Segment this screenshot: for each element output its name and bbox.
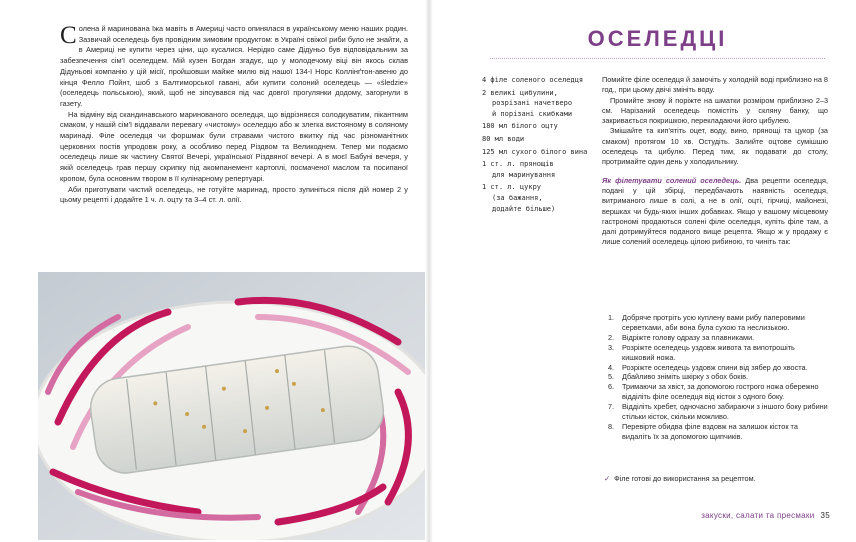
list-item: 8. Перевірте обидва філе вздовж на залишок кісток та видаліть їх за допомогою щипчиків. xyxy=(608,421,798,441)
fillet-paragraph: Як філетувати солений оселедець. Два рецепти оселедця, подані у цій збірці, передбачають наявність оселедця, витриманого лише в солі, а не в олії, оцті, гірчиці, майонезі, вершках чи будь-яких інших добавках. Якщо у вашому місцевому гастрономі продаються солені філе оселедця, купіть філе там, а далі дотримуйтеся поданого вище рецепта. Якщо ж у продажу є лише солений оселедець цілою рибиною, то чиніть так: xyxy=(602,175,828,247)
fillet-label: Як філетувати солений оселедець. xyxy=(602,175,742,185)
page-footer xyxy=(670,511,830,520)
list-item: 4. Розріжте оселедець уздовж спини від зябер до хвоста. xyxy=(608,362,808,372)
method-step-slice: Промийте знову й поріжте на шматки розміром приблизно 2–3 см. Нарізаний оселедець помістіть у скляну банку, що закривається покришкою, перекладаючи його цибулею. xyxy=(602,95,828,126)
intro-paragraph-3: Аби приготувати чистий оселедець, не готуйте маринад, просто зупиніться після дій номер 2 у цьому рецепті і додайте 1 ч. л. оцту та 3–4 ст. л. олії. xyxy=(60,184,408,205)
ingredient-item: 125 мл сухого білого вина xyxy=(482,147,588,156)
list-item: 2. Відріжте голову одразу за плавниками. xyxy=(608,332,755,342)
intro-paragraph-2: На відміну від скандинавського маринованого оселедця, що відрізняєся солодкуватим, пікантним смаком, у нашій сім'ї віддавали перевагу «чистому» оселедцю або ж злегка вистояному в соляному маринаді. Філе оселедця чи форшмак були стравами чистого вжитку під час різноманітних церковних постів упродовж року, а особливо перед Різдвом та Великоднем. Тепер ми подаємо оселедець лише як частину Святої Вечері, української Різдвяної вечері. А в моєї Бабуні вечеря, у якій оселедець грав першу скрипку під акомпанемент картоплі, посмаченої маслом та посипаної кропом, була основним твором в її кулінарному репертуарі. xyxy=(60,109,408,183)
list-item: 3. Розріжте оселедець уздовж живота та випотрошіть кишковий ножа. xyxy=(608,342,795,362)
ingredient-item: 1 ст. л. цукру (за бажання, додайте більше) xyxy=(482,183,556,213)
ingredients-list xyxy=(482,75,590,216)
page-number: 35 xyxy=(820,511,830,520)
ingredient-item: 180 мл білого оцту xyxy=(482,122,558,131)
herring-illustration xyxy=(38,272,428,540)
drop-cap: С xyxy=(60,22,77,49)
list-item: 1. Добряче протріть усю куплену вами рибу паперовими серветками, аби вона була сухою та неслизькою. xyxy=(608,313,805,332)
book-gutter xyxy=(425,0,433,542)
list-item: 5. Дбайливо зніміть шкірку з обох боків. xyxy=(608,372,748,382)
checkmark-icon: ✓ xyxy=(604,474,611,483)
method-text xyxy=(602,75,828,248)
method-step-soak: Помийте філе оселедця й замочіть у холодній воді приблизно на 8 год., при цьому двічі змініть воду. xyxy=(602,75,828,95)
intro-paragraph-1: Солена й маринована їжа мавіть в Америці часто опинялася в українському меню наших родин. Зазвичай оселедець був провідним зимовим продуктом: в Україні свіжої риби було не знайти, а в Америці не купити через ціни, що кусалися. Нерідко саме Дідуньо був відповідальним за забезпечення сім'ї оселедцем. Мій кузен Богдан згадує, що у молодечому віці він якось склав Дідуньові компанію у цій місії, пройшовши майже милю від нашої 134-ї Норс Коллінґтон-авеню до кінця Фелло Пойнт, шоб з Балтиморської гавані, аби купити солоний оселедець — «śledzie» (оселедець польською), який, щоб не зіпсувався під час довгої прогулянки додому, загорнули в газету. xyxy=(60,22,408,108)
final-note: ✓ Філе готові до використання за рецептом. xyxy=(604,474,756,483)
ingredient-item: 2 великі цибулини, розрізані начетверо й порізані скибками xyxy=(482,88,573,118)
title-divider xyxy=(490,58,825,59)
section-name: закуски, салати та пресмаки xyxy=(701,511,815,520)
list-item: 6. Тримаючи за хвіст, за допомогою гострого ножа обережно відділіть філе оселедця від кісток з одного боку. xyxy=(608,382,819,402)
ingredient-item: 4 філе соленого оселедця xyxy=(482,76,584,84)
herring-photo xyxy=(38,272,428,540)
fillet-steps-list xyxy=(602,313,828,442)
ingredient-item: 80 мл води xyxy=(482,134,525,143)
recipe-title: ОСЕЛЕДЦІ xyxy=(587,26,728,51)
intro-text xyxy=(60,24,408,206)
method-step-marinade: Змішайте та кип'ятіть оцет, воду, вино, прянощі та цукор (за смаком) протягом 10 хв. Остудіть. Залийте оцтове сумішшю оселедець та цибулю. Перед тим, як подавати до столу, протримайте один день у холодильнику. xyxy=(602,126,828,167)
ingredient-item: 1 ст. л. прянощів для маринування xyxy=(482,160,556,179)
list-item: 7. Відділіть хребет, одночасно забираючи з іншого боку рибини стільки кісток, скільки можливо. xyxy=(608,402,828,422)
